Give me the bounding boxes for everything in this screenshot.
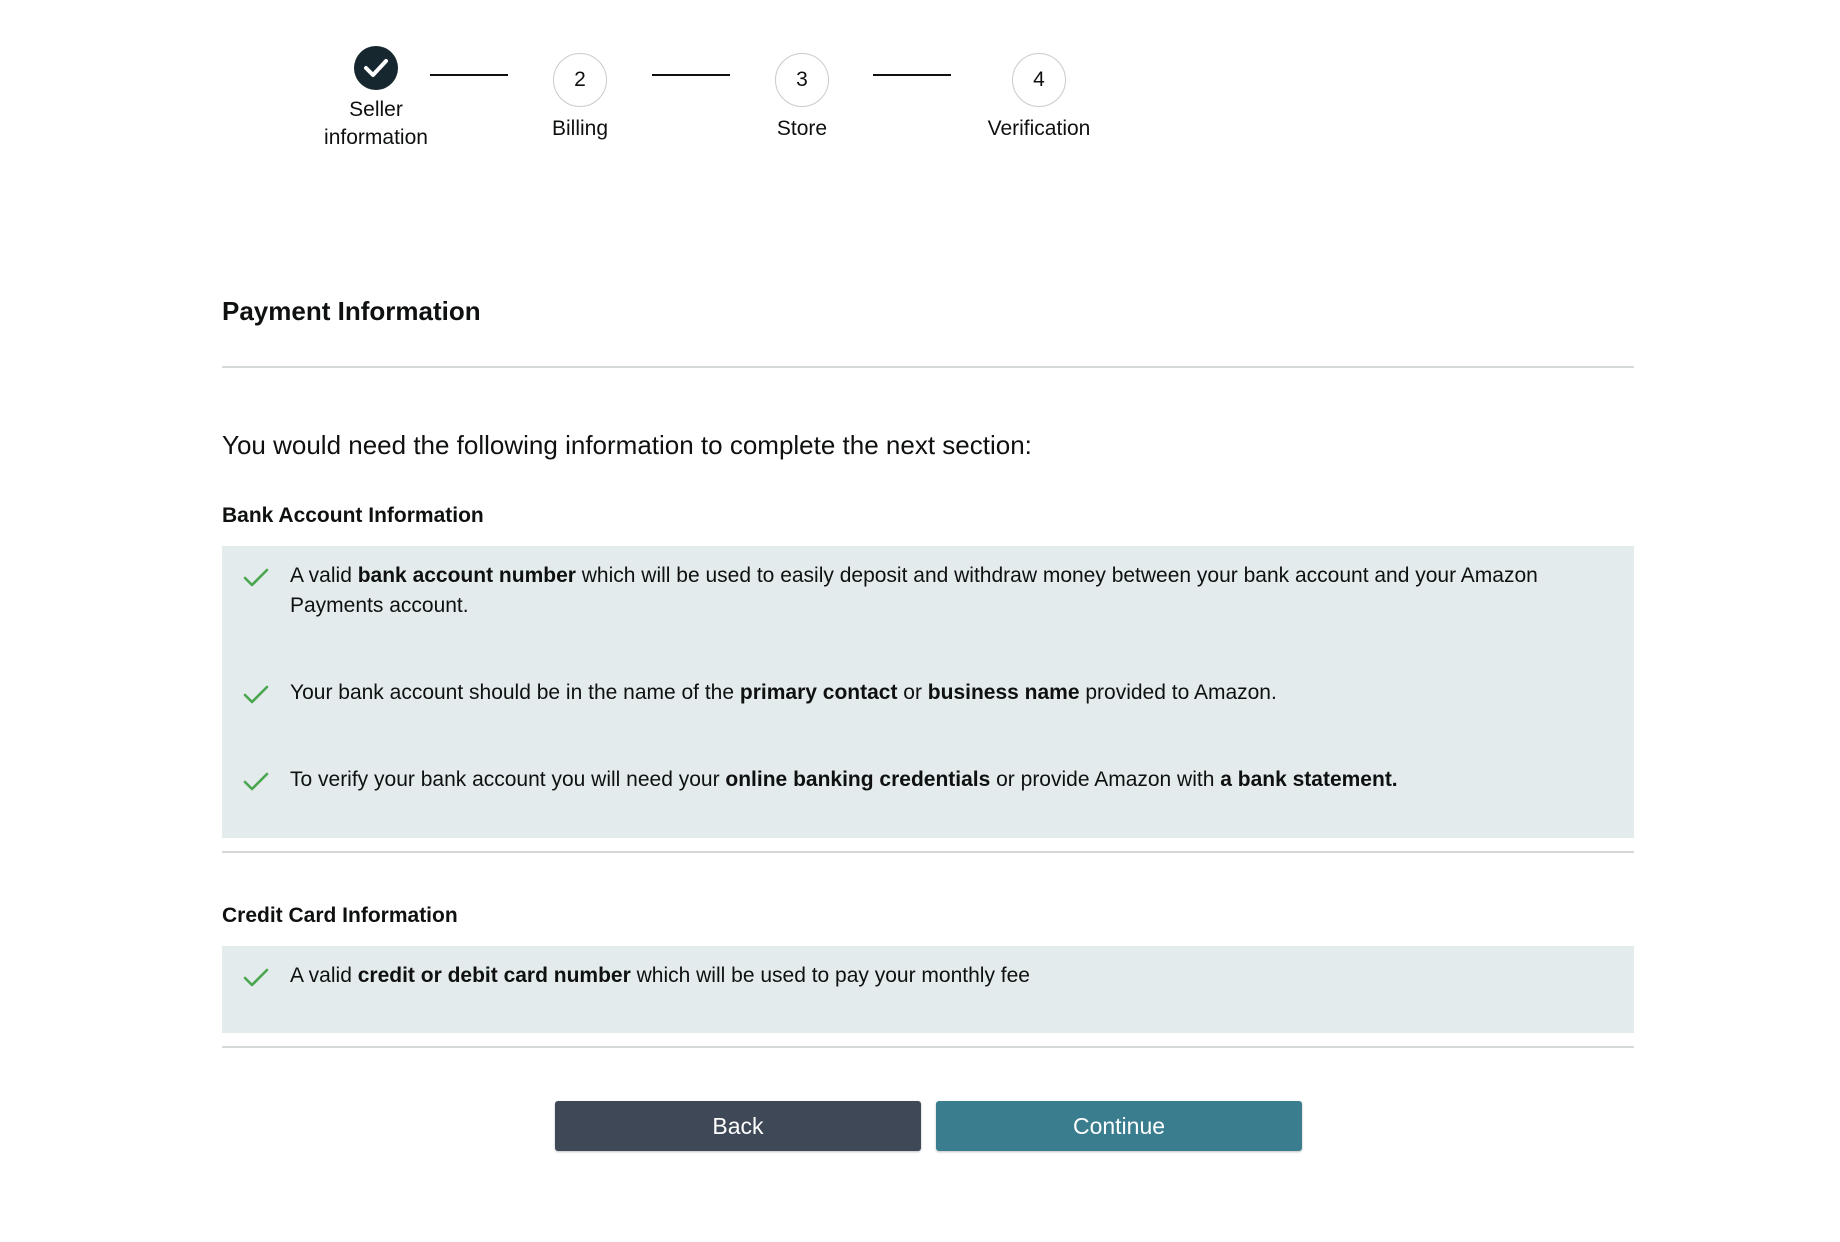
section-divider (222, 851, 1634, 853)
step-completed-indicator (354, 46, 398, 90)
step-number-badge: 3 (775, 53, 829, 107)
list-item: A valid credit or debit card number which will be used to pay your monthly fee (222, 961, 1634, 991)
title-divider (222, 366, 1634, 368)
step-label: Billing (551, 117, 609, 140)
back-button[interactable]: Back (555, 1101, 921, 1151)
intro-text: You would need the following information to complete the next section: (222, 430, 1032, 460)
check-icon (242, 567, 270, 589)
step-connector (873, 74, 951, 76)
check-icon (242, 771, 270, 793)
progress-stepper (0, 0, 1840, 170)
step-connector (652, 74, 730, 76)
step-number-badge: 2 (553, 53, 607, 107)
step-label: Store (776, 117, 828, 140)
list-item: A valid bank account number which will be used to easily deposit and withdraw money between your bank account and your Amazon Payments account. (222, 561, 1634, 621)
section-divider (222, 1046, 1634, 1048)
step-store (752, 53, 852, 143)
checkmark-icon (363, 57, 389, 79)
card-section-title: Credit Card Information (222, 904, 458, 927)
bank-section-title: Bank Account Information (222, 504, 484, 527)
step-number-badge: 4 (1012, 53, 1066, 107)
continue-button[interactable]: Continue (936, 1101, 1302, 1151)
list-item: Your bank account should be in the name of the primary contact or business name provided to Amazon. (222, 678, 1634, 708)
check-icon (242, 967, 270, 989)
step-label: Seller information (324, 98, 428, 149)
check-icon (242, 684, 270, 706)
step-billing (530, 53, 630, 143)
step-label: Verification (987, 117, 1091, 140)
step-connector (430, 74, 508, 76)
list-item: To verify your bank account you will need your online banking credentials or provide Amazon with a bank statement. (222, 765, 1634, 795)
page-title: Payment Information (222, 296, 481, 326)
step-seller-information (313, 46, 439, 152)
step-verification (964, 53, 1114, 143)
